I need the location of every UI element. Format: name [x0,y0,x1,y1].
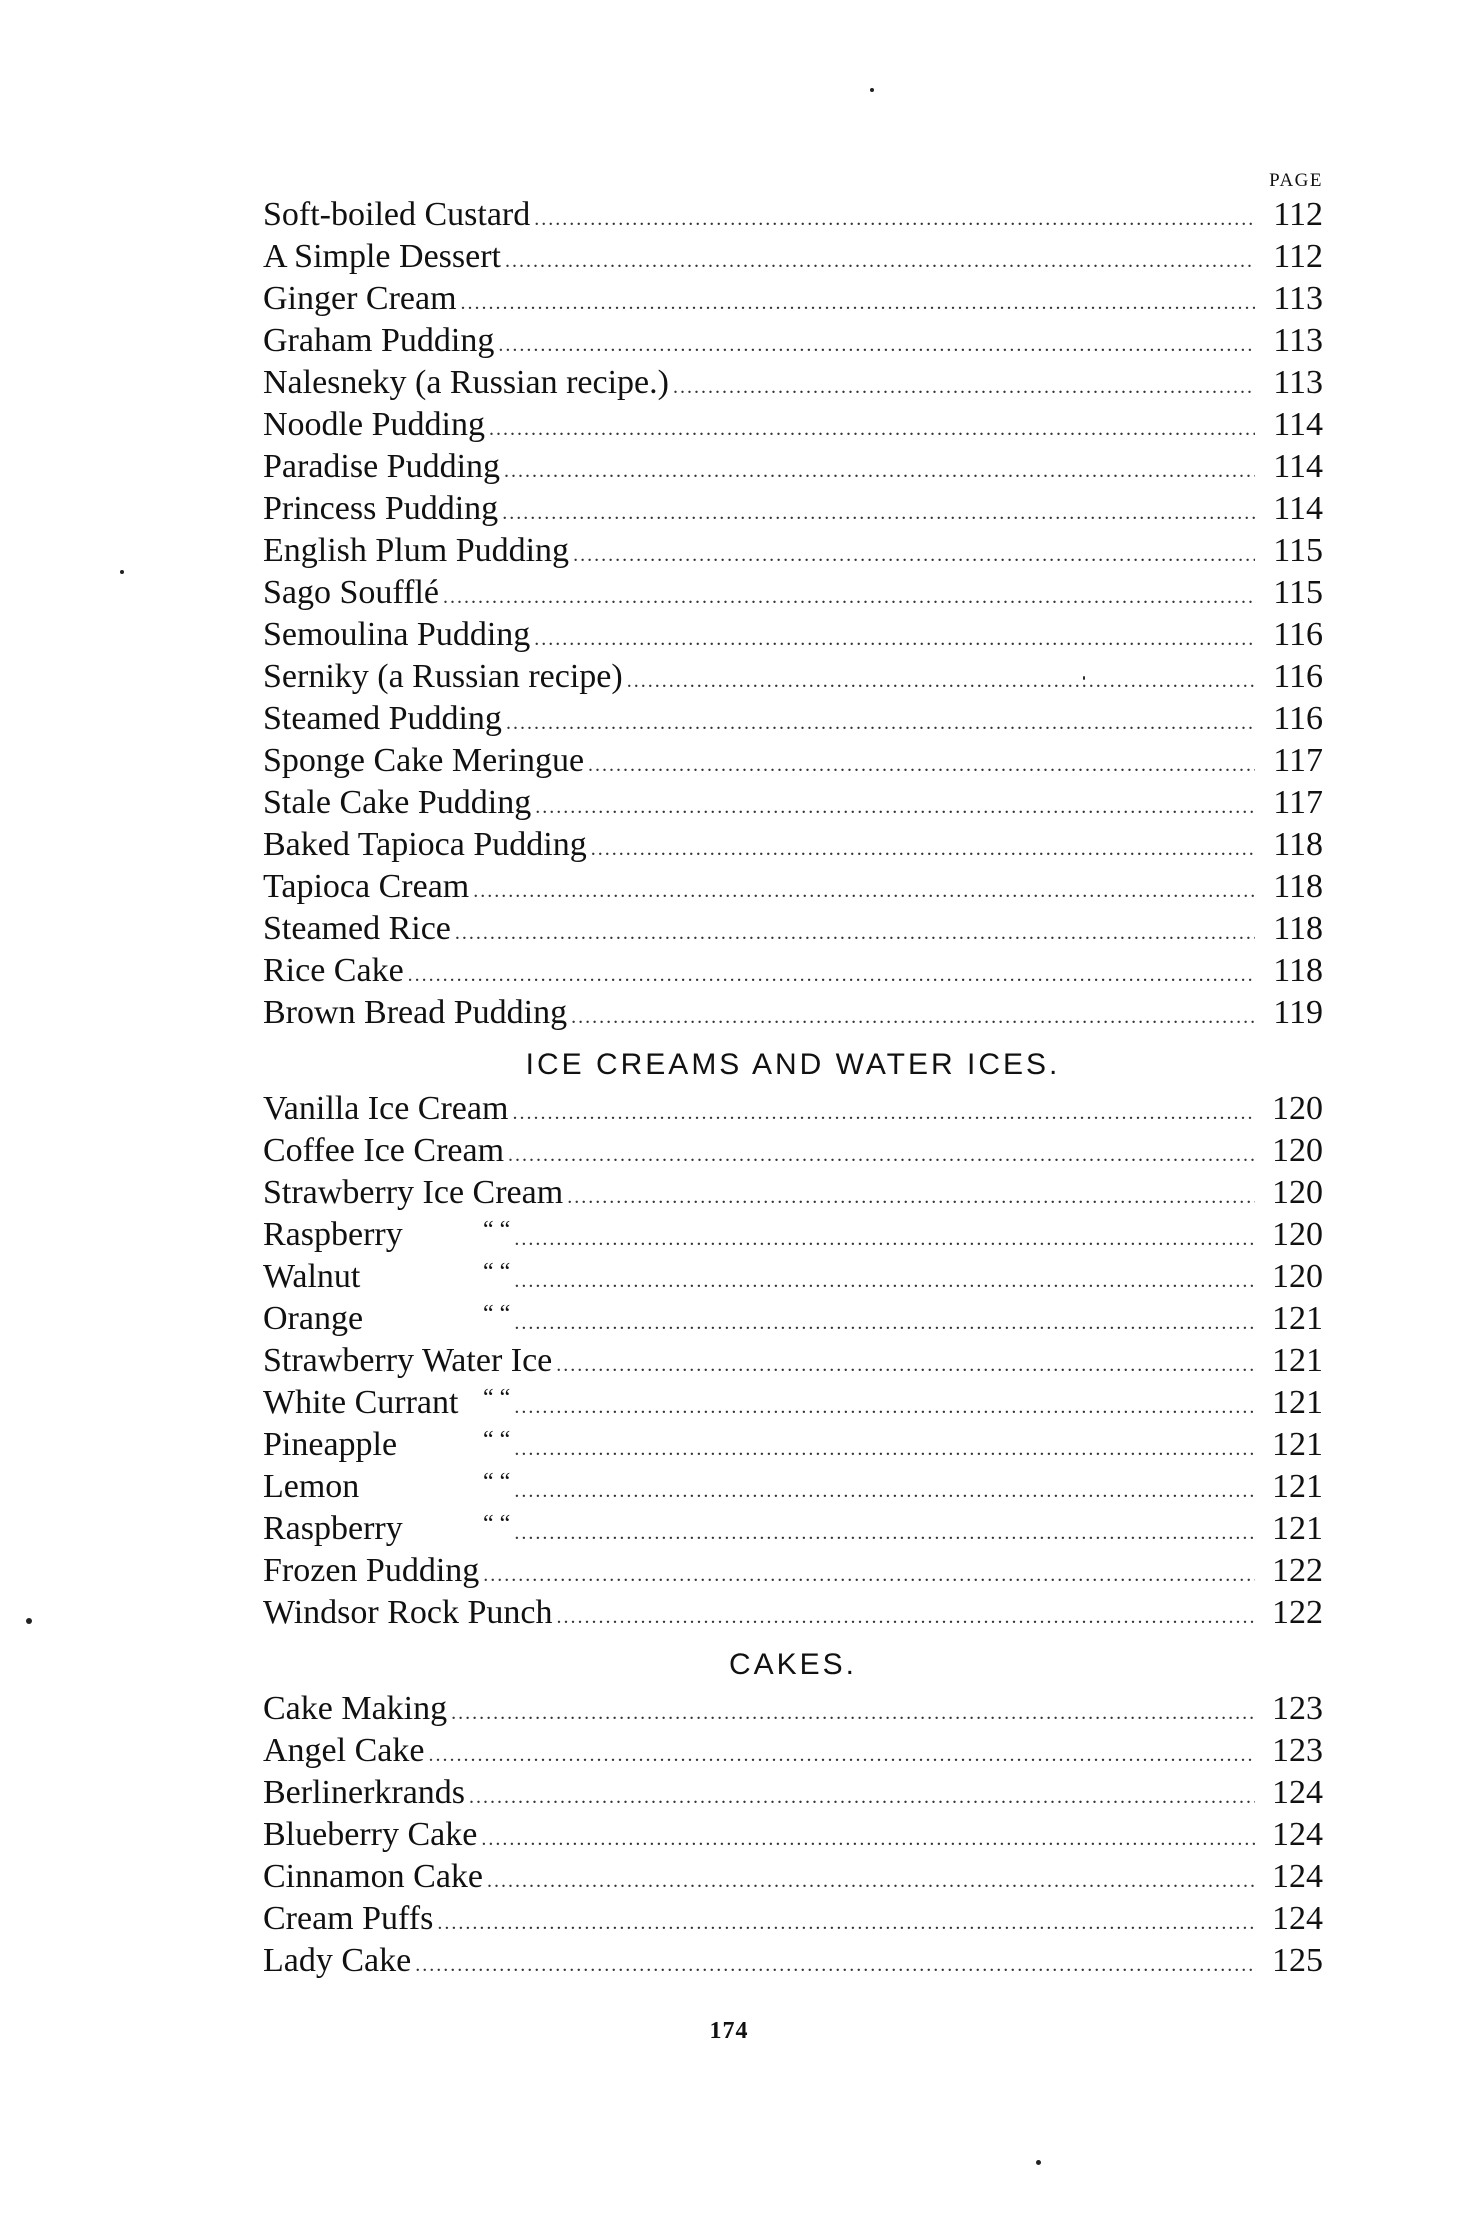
dot-leader [556,1344,1255,1386]
entry-page-number: 114 [1273,490,1323,527]
ditto-marks: “ “ [483,1217,511,1243]
entry-title: Nalesneky (a Russian recipe.) [263,364,669,401]
index-entry [263,404,1323,446]
index-entry [263,1508,1323,1550]
dot-leader [557,1596,1256,1638]
index-entry [263,1256,1323,1298]
dot-leader [469,1776,1255,1818]
entry-title: Coffee Ice Cream [263,1132,505,1169]
entry-page-number: 125 [1272,1942,1323,1979]
entry-title: Soft-boiled Custard [263,196,531,233]
entry-title: Serniky (a Russian recipe) [263,658,623,695]
index-entry [263,1172,1323,1214]
dot-leader [508,1134,1255,1176]
dot-leader [505,240,1255,282]
index-entry [263,908,1323,950]
entry-page-number: 119 [1273,994,1323,1031]
scan-speck [1083,676,1085,680]
index-section [263,194,1323,1034]
index-entry [263,1550,1323,1592]
entry-page-number: 115 [1273,532,1323,569]
entry-title: Semoulina Pudding [263,616,531,653]
entry-title: Noodle Pudding [263,406,485,443]
dot-leader [415,1944,1255,1986]
dot-leader [504,450,1255,492]
index-entry [263,824,1323,866]
index-entry [263,572,1323,614]
entry-title: Ginger Cream [263,280,457,317]
dot-leader [437,1902,1255,1944]
entry-title: Stale Cake Pudding [263,784,532,821]
entry-page-number: 121 [1272,1510,1323,1547]
entry-page-number: 112 [1273,238,1323,275]
index-entry [263,1298,1323,1340]
index-entry [263,1730,1323,1772]
entry-page-number: 121 [1272,1300,1323,1337]
dot-leader [535,786,1255,828]
entry-page-number: 114 [1273,406,1323,443]
dot-leader [534,618,1255,660]
index-entry [263,1340,1323,1382]
entry-title: Berlinerkrands [263,1774,466,1811]
entry-page-number: 118 [1273,910,1323,947]
index-entry [263,1088,1323,1130]
scan-speck [1036,2160,1041,2165]
ditto-marks: “ “ [483,1469,511,1495]
entry-page-number: 124 [1272,1858,1323,1895]
entry-page-number: 120 [1272,1090,1323,1127]
entry-page-number: 124 [1272,1816,1323,1853]
index-entry [263,488,1323,530]
dot-leader [514,1302,1255,1344]
index-entry [263,866,1323,908]
entry-page-number: 116 [1273,658,1323,695]
dot-leader [443,576,1255,618]
index-entry [263,1382,1323,1424]
scan-speck [26,1618,32,1624]
entry-page-number: 123 [1272,1732,1323,1769]
index-entry [263,1856,1323,1898]
index-entry [263,320,1323,362]
entry-title: Cake Making [263,1690,448,1727]
entry-title: Steamed Pudding [263,700,502,737]
entry-page-number: 121 [1272,1426,1323,1463]
entry-page-number: 121 [1272,1384,1323,1421]
index-entry [263,278,1323,320]
dot-leader [455,912,1255,954]
entry-title: Cinnamon Cake [263,1858,484,1895]
index-entry [263,992,1323,1034]
ditto-marks: “ “ [483,1385,511,1411]
entry-page-number: 115 [1273,574,1323,611]
dot-leader [487,1860,1255,1902]
entry-page-number: 124 [1272,1900,1323,1937]
section-heading: ICE CREAMS AND WATER ICES. [525,1048,1061,1081]
index-entry [263,1466,1323,1508]
index-entry [263,1592,1323,1634]
entry-page-number: 121 [1272,1342,1323,1379]
dot-leader [627,660,1255,702]
entry-title: English Plum Pudding [263,532,570,569]
entry-title: Rice Cake [263,952,404,989]
dot-leader [571,996,1255,1038]
entry-title: Cream Puffs [263,1900,434,1937]
dot-leader [514,1428,1255,1470]
dot-leader [473,870,1255,912]
entry-title: White Currant [263,1384,459,1421]
entry-page-number: 118 [1273,826,1323,863]
entry-title: Sago Soufflé [263,574,439,611]
ditto-marks: “ “ [483,1427,511,1453]
index-entry [263,698,1323,740]
index-entry [263,614,1323,656]
dot-leader [567,1176,1255,1218]
ditto-marks: “ “ [483,1301,511,1327]
entry-page-number: 113 [1273,280,1323,317]
entry-title: Brown Bread Pudding [263,994,568,1031]
dot-leader [498,324,1255,366]
dot-leader [588,744,1255,786]
entry-title: Tapioca Cream [263,868,470,905]
dot-leader [514,1218,1255,1260]
dot-leader [514,1386,1255,1428]
entry-page-number: 118 [1273,952,1323,989]
index-entry [263,1898,1323,1940]
index-entry [263,1214,1323,1256]
dot-leader [451,1692,1255,1734]
index-entry [263,1940,1323,1982]
entry-title: Princess Pudding [263,490,499,527]
entry-page-number: 122 [1272,1594,1323,1631]
dot-leader [512,1092,1255,1134]
entry-title: Windsor Rock Punch [263,1594,553,1631]
ditto-marks: “ “ [483,1259,511,1285]
dot-leader [408,954,1255,996]
entry-page-number: 113 [1273,364,1323,401]
index-entry [263,446,1323,488]
entry-title: Strawberry Ice Cream [263,1174,564,1211]
entry-title: Sponge Cake Meringue [263,742,585,779]
index-entry [263,1814,1323,1856]
entry-title: Strawberry Water Ice [263,1342,553,1379]
index-entry [263,236,1323,278]
entry-page-number: 112 [1273,196,1323,233]
index-entry [263,782,1323,824]
scan-speck [120,570,124,574]
index-section [263,1634,1323,1982]
dot-leader [591,828,1255,870]
entry-page-number: 123 [1272,1690,1323,1727]
index-entry [263,1688,1323,1730]
entry-page-number: 122 [1272,1552,1323,1589]
index-entry [263,740,1323,782]
entry-page-number: 120 [1272,1258,1323,1295]
dot-leader [506,702,1255,744]
index-column [263,0,1323,2221]
entry-title: Raspberry [263,1510,403,1547]
entry-title: Angel Cake [263,1732,425,1769]
section-heading: CAKES. [728,1648,858,1681]
entry-page-number: 117 [1273,784,1323,821]
entry-page-number: 120 [1272,1174,1323,1211]
entry-page-number: 121 [1272,1468,1323,1505]
entry-title: Walnut [263,1258,361,1295]
entry-page-number: 116 [1273,700,1323,737]
entry-title: Frozen Pudding [263,1552,480,1589]
dot-leader [481,1818,1255,1860]
scan-speck [870,88,874,92]
entry-page-number: 124 [1272,1774,1323,1811]
dot-leader [514,1512,1255,1554]
entry-title: Steamed Rice [263,910,451,947]
entry-page-number: 118 [1273,868,1323,905]
entry-title: Orange [263,1300,364,1337]
index-entry [263,1424,1323,1466]
entry-page-number: 120 [1272,1132,1323,1169]
entry-title: Baked Tapioca Pudding [263,826,587,863]
index-entry [263,656,1323,698]
entry-title: Paradise Pudding [263,448,501,485]
entry-title: Lemon [263,1468,360,1505]
index-entry [263,362,1323,404]
entry-title: Lady Cake [263,1942,412,1979]
entry-title: Vanilla Ice Cream [263,1090,509,1127]
dot-leader [534,198,1255,240]
entry-page-number: 117 [1273,742,1323,779]
entry-title: Raspberry [263,1216,403,1253]
dot-leader [489,408,1255,450]
index-entry [263,1130,1323,1172]
dot-leader [673,366,1255,408]
entry-page-number: 120 [1272,1216,1323,1253]
index-entry [263,194,1323,236]
page-number: 174 [709,2018,749,2044]
index-entry [263,1772,1323,1814]
dot-leader [514,1260,1255,1302]
dot-leader [461,282,1255,324]
index-section [263,1034,1323,1634]
dot-leader [428,1734,1255,1776]
dot-leader [483,1554,1255,1596]
entry-title: Blueberry Cake [263,1816,478,1853]
entry-page-number: 116 [1273,616,1323,653]
index-entry [263,950,1323,992]
entry-title: Graham Pudding [263,322,495,359]
entry-title: Pineapple [263,1426,398,1463]
dot-leader [502,492,1255,534]
page-column-header: PAGE [1269,170,1323,191]
entry-title: A Simple Dessert [263,238,501,275]
dot-leader [573,534,1255,576]
entry-page-number: 114 [1273,448,1323,485]
dot-leader [514,1470,1255,1512]
entry-page-number: 113 [1273,322,1323,359]
index-entry [263,530,1323,572]
ditto-marks: “ “ [483,1511,511,1537]
index-list [263,194,1323,1982]
